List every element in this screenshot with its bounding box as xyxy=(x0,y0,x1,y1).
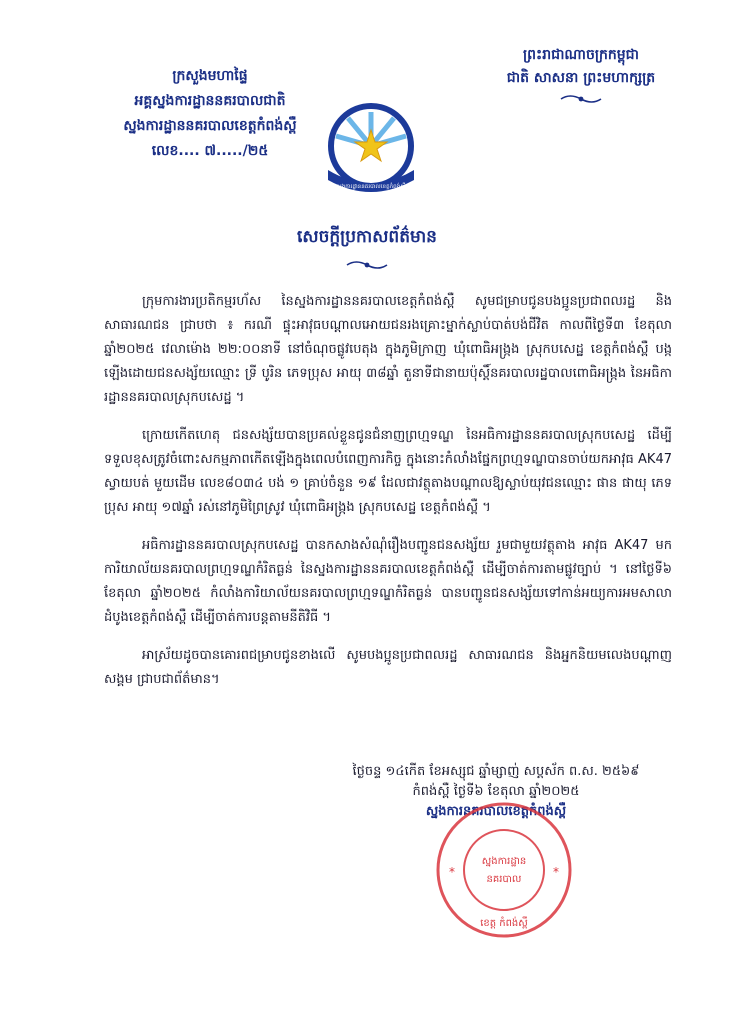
provincial-office-name: ស្នងការដ្ឋាននគរបាលខេត្តកំពង់ស្ពឺ xyxy=(123,118,297,134)
solar-date: កំពង់ស្ពឺ ថ្ងៃទី៦ ខែតុលា ឆ្នាំ២០២៥ xyxy=(412,784,580,799)
kingdom-name: ព្រះរាជាណាចក្រកម្ពុជា xyxy=(522,47,639,63)
police-emblem-logo xyxy=(318,100,424,200)
commissariat-name: អគ្គស្នងការដ្ឋាននគរបាលជាតិ xyxy=(134,93,286,109)
reference-number: លេខ.... ៧...../២៥ xyxy=(151,143,269,159)
title-ornament-icon xyxy=(0,256,734,275)
document-title: សេចក្តីប្រកាសព័ត៌មាន xyxy=(297,227,437,247)
official-seal-stamp xyxy=(434,800,574,940)
paragraph-after-incident: ក្រោយកើតហេតុ ជនសង្ស័យបានប្រគល់ខ្លួនជូនជំនាញព្រហ្មទណ្ឌ នៃអធិការដ្ឋាននគរបាលស្រុកបសេដ្ឋ ដើម្បីទទួលខុសត្រូវចំពោះសកម្មភាពកើតឡើងក្នុងពេលបំពេញការកិច្ច ក្នុងនោះកំលាំងផ្នែកព្រហ្មទណ្ឌបានចាប់យកអាវុធ AK47 ស្វាយបត់ មួយដើម លេខ៨០៣៤ បង់ ១ គ្រាប់ចំនួន ១៩ ដែលជាវត្ថុតាងបណ្តាលឱ្យស្លាប់យុវជនឈ្មោះ ផាន ផាយុ ភេទប្រុស អាយុ ១៧ឆ្នាំ រស់នៅភូមិព្រៃស្រូវ ឃុំពោធិអង្រ្កង ស្រុកបសេដ្ឋ ខេត្តកំពង់ស្ពឺ ។ xyxy=(104,428,672,515)
paragraph-incident: ក្រុមការងារប្រតិកម្មរហ័ស នៃស្នងការដ្ឋាននគរបាលខេត្តកំពង់ស្ពឺ សូមជម្រាបជូនបងប្អូនប្រជាពលរដ្ឋ និងសាធារណជន ជ្រាបថា ៖ ករណី ផ្ទុះអាវុធបណ្តាលអោយជនរងគ្រោះម្នាក់ស្លាប់បាត់បង់ជីវិត កាលពីថ្ងៃទី៣ ខែតុលា ឆ្នាំ២០២៥ វេលាម៉ោង ២២:០០នាទី នៅចំណុចផ្លូវបេតុង ក្នុងភូមិក្រាញ ឃុំពោធិអង្រ្កង ស្រុកបសេដ្ឋ ខេត្តកំពង់ស្ពឺ បង្កឡើងដោយជនសង្ស័យឈ្មោះ ទ្រី បូរិន ភេទប្រុស អាយុ ៣៨ឆ្នាំ តួនាទីជានាយប៉ុស្តិ៍នគរបាលរដ្ឋបាលពោធិអង្រ្កង នៃអធិការដ្ឋាននគរបាលស្រុកបសេដ្ឋ ។ xyxy=(104,294,672,405)
seal-inner-top: ស្នងការដ្ឋាន xyxy=(481,856,527,867)
ministry-name: ក្រសួងមហាផ្ទៃ xyxy=(172,68,248,84)
header-left xyxy=(60,64,360,164)
ornament-divider-icon xyxy=(476,90,686,113)
paragraph-case-transfer: អធិការដ្ឋាននគរបាលស្រុកបសេដ្ឋ បានកសាងសំណុំរឿងបញ្ជូនជនសង្ស័យ រួមជាមួយវត្ថុតាង អាវុធ AK47 មកការិយាល័យនគរបាលព្រហ្មទណ្ឌកំរិតធ្ងន់ នៃស្នងការដ្ឋាននគរបាលខេត្តកំពង់ស្ពឺ ដើម្បីចាត់ការតាមផ្លូវច្បាប់ ។ នៅថ្ងៃទី៦ ខែតុលា ឆ្នាំ២០២៥ កំលាំងការិយាល័យនគរបាលព្រហ្មទណ្ឌកំរិតធ្ងន់ បានបញ្ជូនជនសង្ស័យទៅកាន់អយ្យការអមសាលាដំបូងខេត្តកំពង់ស្ពឺ ដើម្បីចាត់ការបន្តតាមនីតិវិធី ។ xyxy=(104,538,672,625)
paragraph-closing: អាស្រ័យដូចបានគោរពជម្រាបជូនខាងលើ សូមបងប្អូនប្រជាពលរដ្ឋ សាធារណជន និងអ្នកនិយមលេងបណ្តាញសង្គម ជ្រាបជាព័ត៌មាន។ xyxy=(104,648,672,687)
seal-star-left-icon: * xyxy=(449,865,455,879)
logo-caption: ស្នងការដ្ឋាននគរបាលខេត្តកំពង់ស្ពឺ xyxy=(336,184,406,190)
signature-organization: ស្នងការនគរបាលខេត្តកំពង់ស្ពឺ xyxy=(425,804,567,819)
national-motto: ជាតិ សាសនា ព្រះមហាក្សត្រ xyxy=(506,70,656,86)
lunar-date: ថ្ងៃចន្ទ ១៤កើត ខែអស្សុជ ឆ្នាំម្សាញ់ សប្តស័ក ព.ស. ២៥៦៩ xyxy=(352,764,640,779)
header-right xyxy=(476,44,686,113)
seal-star-right-icon: * xyxy=(553,865,559,879)
seal-bottom: ខេត្ត កំពង់ស្ពឺ xyxy=(480,918,528,929)
document-body xyxy=(104,290,672,706)
seal-inner-mid: នគរបាល xyxy=(486,874,522,885)
